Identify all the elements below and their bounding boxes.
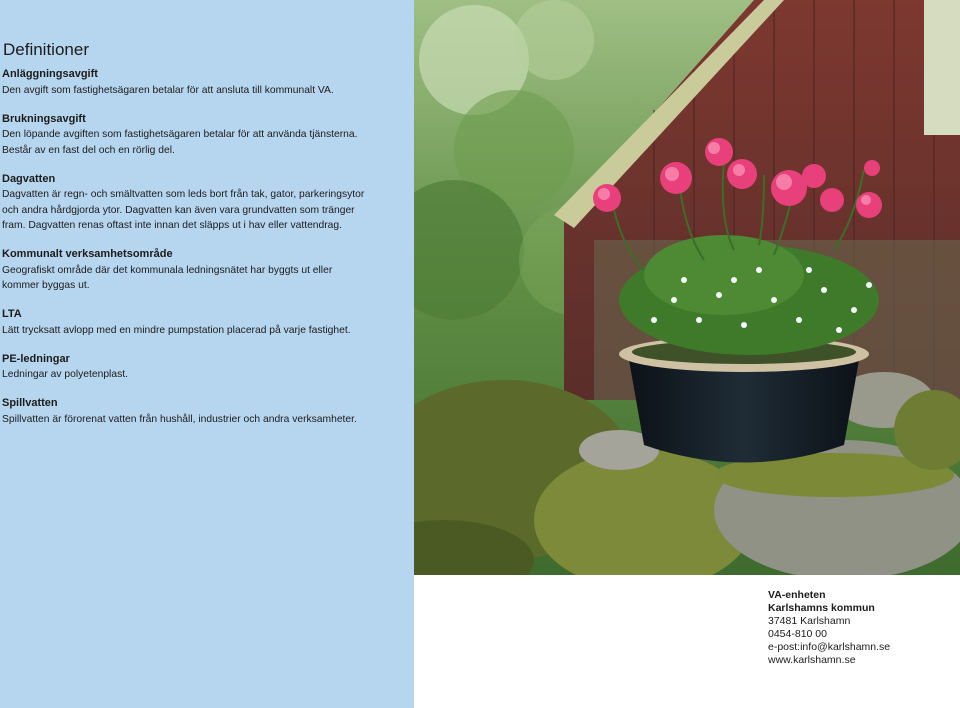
definition-item [2, 396, 402, 427]
definitions-list [2, 67, 402, 441]
definition-item [2, 307, 402, 338]
definition-text: Ledningar av polyetenplast. [2, 369, 128, 380]
flower-pot-photo [414, 0, 960, 575]
definition-term: Kommunalt verksamhetsområde [2, 248, 173, 260]
definition-item [2, 67, 402, 98]
definition-item [2, 247, 402, 294]
definition-text: Den löpande avgiften som fastighetsägaren betalar för att använda tjänsterna. Består av en fast del och en rörlig del. [2, 129, 358, 156]
contact-municipality: Karlshamns kommun [768, 602, 875, 614]
photo-illustration [414, 0, 960, 575]
light-foliage [514, 0, 594, 80]
plant-foliage [644, 235, 804, 315]
definition-text: Den avgift som fastighetsägaren betalar för att ansluta till kommunalt VA. [2, 84, 334, 96]
definition-item [2, 352, 402, 383]
definition-text: Spillvatten är förorenat vatten från hushåll, industrier och andra verksamheter. [2, 413, 357, 425]
page-heading: Definitioner [3, 40, 89, 59]
contact-phone: 0454-810 00 [768, 628, 827, 640]
contact-organization: VA-enheten [768, 589, 826, 601]
definitions-panel [0, 0, 414, 708]
contact-address: 37481 Karlshamn [768, 615, 851, 627]
definition-text: Lätt trycksatt avlopp med en mindre pumpstation placerad på varje fastighet. [2, 324, 351, 336]
definition-term: Anläggningsavgift [2, 68, 98, 80]
contact-info [768, 589, 890, 667]
definition-text: Dagvatten är regn- och smältvatten som leds bort från tak, gator, parkeringsytor och andra hårdgjorda ytor. Dagvatten kan även vara grundvatten som tränger fram. Dagvatten renas oftast inte innan det släpps ut i hav eller vattendrag. [2, 189, 365, 231]
flower-pot [629, 360, 859, 463]
definition-term: Dagvatten [2, 172, 56, 185]
definition-term: PE-ledningar [2, 352, 70, 365]
contact-email: e-post:info@karlshamn.se [768, 641, 891, 653]
definition-text: Geografiskt område där det kommunala ledningsnätet har byggts ut eller kommer byggas ut. [2, 264, 333, 291]
definition-item [2, 172, 402, 234]
definition-item [2, 112, 402, 159]
definition-term: LTA [2, 308, 22, 320]
definition-term: Spillvatten [2, 397, 58, 409]
definition-term: Brukningsavgift [2, 112, 86, 125]
barn-window [924, 0, 960, 135]
contact-website: www.karlshamn.se [768, 654, 856, 666]
